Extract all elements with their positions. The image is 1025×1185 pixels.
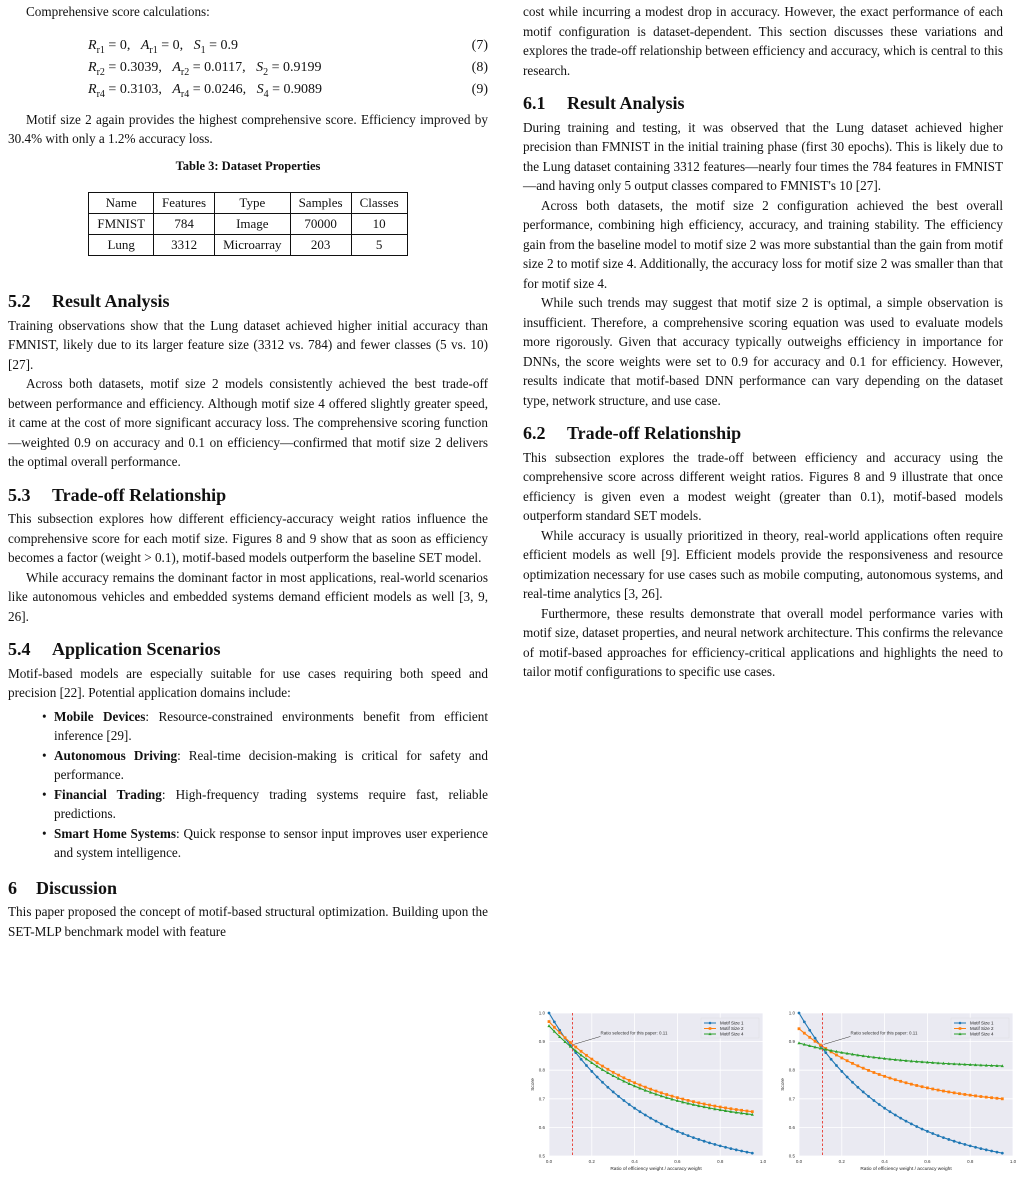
legend-marker (709, 1022, 712, 1025)
data-point (730, 1147, 733, 1150)
right-column (523, 0, 1003, 682)
data-point (856, 1086, 859, 1089)
data-point (830, 1058, 833, 1061)
line-chart-2 (773, 1003, 1023, 1180)
data-point (990, 1150, 993, 1153)
paragraph: cost while incurring a modest drop in accuracy. However, the exact performance of each motif configuration is dataset-dependent. This section discusses these variations and explores the trade-off relationship between efficiency and accuracy, which is central to this research. (523, 4, 1003, 78)
data-point (681, 1098, 684, 1101)
data-point (867, 1095, 870, 1098)
paragraph: Furthermore, these results demonstrate that overall model performance varies with motif size, dataset properties, and neural network architecture. This confirms the relevance of motif-based approaches for efficiency-critical applications and highlights the need to tailor motif configurations to specific use cases. (523, 605, 1003, 679)
table-header: Features (154, 193, 215, 214)
data-point (931, 1088, 934, 1091)
data-point (990, 1096, 993, 1099)
data-point (899, 1117, 902, 1120)
data-point (639, 1110, 642, 1113)
table-cell: 3312 (154, 235, 215, 256)
data-point (894, 1078, 897, 1081)
data-point (980, 1095, 983, 1098)
y-tick-label: 1.0 (538, 1010, 545, 1016)
table-cell: FMNIST (89, 214, 154, 235)
left-column (8, 0, 488, 941)
data-point (814, 1040, 817, 1043)
y-tick-label: 0.5 (538, 1153, 545, 1159)
paragraph: Across both datasets, the motif size 2 configuration achieved the best overall performance, combining high efficiency, accuracy, and training stability. The efficiency gain from the baseline model to motif size 2 was more substantial than the gain from motif size 2 to motif size 4. Additionally, the accuracy loss for motif size 2 was smaller than that for motif size 4. (523, 197, 1003, 291)
x-tick-label: 0.6 (924, 1159, 931, 1164)
data-point (676, 1096, 679, 1099)
dataset-table (88, 192, 407, 256)
equation-9: $R_{r4} = 0.3103$, $A_{r4} = 0.0246$, $S_4 = 0.9089$ (9) (88, 81, 488, 100)
data-point (808, 1036, 811, 1039)
section-heading-5-2: 5.2 Result Analysis (8, 291, 170, 311)
y-tick-label: 0.8 (538, 1067, 545, 1073)
data-point (905, 1081, 908, 1084)
chart-figure-2 (773, 1003, 1023, 1180)
data-point (681, 1132, 684, 1135)
legend-label: Motif Size 1 (720, 1020, 744, 1026)
data-point (883, 1075, 886, 1078)
data-point (937, 1134, 940, 1137)
data-point (708, 1104, 711, 1107)
data-point (947, 1091, 950, 1094)
legend-label: Motif Size 2 (720, 1026, 744, 1032)
data-point (883, 1107, 886, 1110)
equation-8: $R_{r2} = 0.3039$, $A_{r2} = 0.0117$, $S_2 = 0.9199$ (8) (88, 59, 488, 78)
x-tick-label: 0.0 (795, 1159, 803, 1164)
data-point (926, 1130, 929, 1133)
list-item: • Autonomous Driving: Real-time decision-making is critical for safety and performance. (54, 746, 488, 785)
y-tick-label: 0.5 (788, 1153, 795, 1159)
data-point (942, 1136, 945, 1139)
data-point (655, 1120, 658, 1123)
x-tick-label: 1.0 (1009, 1159, 1017, 1164)
x-tick-label: 0.2 (588, 1159, 595, 1164)
table-header: Classes (351, 193, 407, 214)
list-item: • Smart Home Systems: Quick response to sensor input improves user experience and system intelligence. (54, 824, 488, 863)
data-point (835, 1064, 838, 1067)
data-point (628, 1079, 631, 1082)
data-point (713, 1105, 716, 1108)
data-point (910, 1122, 913, 1125)
data-point (942, 1090, 945, 1093)
legend-marker (959, 1022, 962, 1025)
x-tick-label: 0.4 (881, 1159, 888, 1164)
data-point (644, 1086, 647, 1089)
table-cell: Microarray (215, 235, 290, 256)
x-tick-label: 0.4 (631, 1159, 638, 1164)
data-point (856, 1064, 859, 1067)
data-point (564, 1036, 567, 1039)
data-point (590, 1058, 593, 1061)
list-item: • Financial Trading: High-frequency trading systems require fast, reliable predictions. (54, 785, 488, 824)
data-point (655, 1090, 658, 1093)
data-point (985, 1148, 988, 1151)
data-point (824, 1051, 827, 1054)
data-point (649, 1117, 652, 1120)
data-point (851, 1081, 854, 1084)
equation-number: (7) (471, 37, 488, 53)
paragraph: While accuracy is usually prioritized in theory, real-world applications often require efficient models as well [9]. Efficient models provide the responsiveness and resource optimization necessary for use cases such as mobile computing, autonomous systems, and real-time analytics [3, 26]. (523, 527, 1003, 601)
data-point (623, 1076, 626, 1079)
data-point (878, 1073, 881, 1076)
paragraph: Across both datasets, motif size 2 models consistently achieved the best trade-off between performance and efficiency. Although motif size 4 offered slightly greater speed, it came at the cost of more significant accuracy loss. The comprehensive scoring function—weighted 0.9 on accuracy and 0.1 on efficiency—confirmed that motif size 2 delivers the optimal overall performance. (8, 376, 488, 469)
x-tick-label: 0.6 (674, 1159, 681, 1164)
data-point (846, 1059, 849, 1062)
data-point (676, 1130, 679, 1133)
data-point (846, 1076, 849, 1079)
x-tick-label: 0.2 (838, 1159, 845, 1164)
data-point (633, 1107, 636, 1110)
x-tick-label: 0.0 (545, 1159, 553, 1164)
table-row (89, 235, 407, 256)
data-point (894, 1114, 897, 1117)
list-item: • Mobile Devices: Resource-constrained environments benefit from efficient inference [29]. (54, 707, 488, 746)
data-point (996, 1151, 999, 1154)
data-point (628, 1103, 631, 1106)
data-point (697, 1138, 700, 1141)
data-point (937, 1089, 940, 1092)
data-point (889, 1077, 892, 1080)
data-point (947, 1138, 950, 1141)
data-point (819, 1044, 822, 1047)
data-point (921, 1128, 924, 1131)
data-point (633, 1081, 636, 1084)
data-point (803, 1020, 806, 1023)
data-point (590, 1070, 593, 1073)
equation-number: (8) (471, 59, 488, 75)
data-point (798, 1012, 801, 1015)
data-point (580, 1058, 583, 1061)
x-axis-label: Ratio of efficiency weight / accuracy weight (610, 1167, 702, 1172)
data-point (558, 1031, 561, 1034)
y-tick-label: 1.0 (788, 1010, 795, 1016)
data-point (574, 1046, 577, 1049)
data-point (1001, 1097, 1004, 1100)
table-header-row (89, 193, 407, 214)
data-point (915, 1084, 918, 1087)
equation-number: (9) (471, 81, 488, 97)
data-point (746, 1110, 749, 1113)
line-chart-1 (523, 1003, 773, 1180)
data-point (931, 1132, 934, 1135)
section-heading-6-1: 6.1 Result Analysis (523, 93, 685, 113)
data-point (808, 1029, 811, 1032)
data-point (601, 1065, 604, 1068)
data-point (703, 1140, 706, 1143)
data-point (687, 1099, 690, 1102)
data-point (953, 1140, 956, 1143)
data-point (719, 1106, 722, 1109)
data-point (740, 1109, 743, 1112)
data-point (735, 1108, 738, 1111)
data-point (958, 1141, 961, 1144)
data-point (649, 1088, 652, 1091)
data-point (835, 1054, 838, 1057)
data-point (601, 1081, 604, 1084)
data-point (867, 1069, 870, 1072)
application-list (8, 707, 488, 863)
y-tick-label: 0.7 (538, 1096, 545, 1102)
legend-label: Motif Size 1 (970, 1020, 994, 1026)
data-point (703, 1103, 706, 1106)
table-cell: Lung (89, 235, 154, 256)
data-point (963, 1093, 966, 1096)
data-point (623, 1099, 626, 1102)
data-point (617, 1074, 620, 1077)
data-point (585, 1054, 588, 1057)
table-header: Samples (290, 193, 351, 214)
data-point (974, 1146, 977, 1149)
section-heading-6: 6 Discussion (8, 877, 118, 898)
data-point (798, 1027, 801, 1030)
after-equation-text: Motif size 2 again provides the highest comprehensive score. Efficiency improved by 30.4% with only a 1.2% accuracy loss. (8, 111, 488, 146)
paragraph: This subsection explores how different efficiency-accuracy weight ratios influence the comprehensive score for each motif size. Figures 8 and 9 show that as soon as efficiency becomes a factor (weight > 0.1), motif-based models outperform the baseline SET model. (8, 511, 488, 565)
data-point (751, 1110, 754, 1113)
data-point (840, 1057, 843, 1060)
data-point (553, 1026, 556, 1029)
data-point (644, 1114, 647, 1117)
x-tick-label: 0.8 (967, 1159, 974, 1164)
x-tick-label: 1.0 (759, 1159, 767, 1164)
y-tick-label: 0.8 (788, 1067, 795, 1073)
y-axis-label: Score (531, 1078, 536, 1091)
table-cell: 203 (290, 235, 351, 256)
data-point (692, 1100, 695, 1103)
section-heading-5-3: 5.3 Trade-off Relationship (8, 484, 227, 505)
y-tick-label: 0.9 (788, 1039, 795, 1045)
legend-label: Motif Size 2 (970, 1026, 994, 1032)
equation-block (8, 36, 488, 102)
data-point (735, 1148, 738, 1151)
data-point (889, 1110, 892, 1113)
table-cell: Image (215, 214, 290, 235)
data-point (862, 1067, 865, 1070)
data-point (596, 1076, 599, 1079)
section-heading-5-4: 5.4 Application Scenarios (8, 639, 221, 659)
paragraph: This subsection explores the trade-off between efficiency and accuracy using the comprehensive score across different weight ratios. Figures 8 and 9 illustrate that once efficiency is given even a modest weight (greater than 0.1), motif-based models outperform standard SET models. (523, 449, 1003, 523)
data-point (697, 1101, 700, 1104)
data-point (671, 1095, 674, 1098)
paragraph: Motif-based models are especially suitable for use cases requiring both speed and precision [22]. Potential application domains include: (8, 665, 488, 700)
data-point (713, 1143, 716, 1146)
data-point (1001, 1152, 1004, 1155)
paragraph: Training observations show that the Lung dataset achieved higher initial accuracy than FMNIST, likely due to its larger feature size (3312 vs. 784) and fewer classes (5 vs. 10) [27]. (8, 317, 488, 372)
annotation-label: Ratio selected for this paper: 0.11 (600, 1030, 668, 1036)
y-tick-label: 0.6 (788, 1124, 795, 1130)
data-point (873, 1071, 876, 1074)
legend-marker (709, 1027, 712, 1030)
data-point (660, 1091, 663, 1094)
data-point (899, 1080, 902, 1083)
data-point (580, 1050, 583, 1053)
legend-label: Motif Size 4 (720, 1031, 744, 1037)
table-cell: 5 (351, 235, 407, 256)
paragraph: During training and testing, it was observed that the Lung dataset achieved higher precision than FMNIST in the initial training phase (first 30 epochs). This is likely due to the Lung dataset containing 3312 features—nearly four times the 784 features in FMNIST—and having only 5 output classes compared to FMNIST's 10 [27]. (523, 119, 1003, 193)
table-header: Name (89, 193, 154, 214)
legend-label: Motif Size 4 (970, 1031, 994, 1037)
data-point (617, 1095, 620, 1098)
data-point (910, 1083, 913, 1086)
data-point (980, 1147, 983, 1150)
legend-marker (959, 1027, 962, 1030)
data-point (840, 1070, 843, 1073)
data-point (746, 1151, 749, 1154)
data-point (905, 1120, 908, 1123)
data-point (660, 1122, 663, 1125)
paragraph: While accuracy remains the dominant factor in most applications, real-world scenarios like autonomous vehicles and embedded systems demand efficient models as well [3, 9, 26]. (8, 569, 488, 624)
data-point (548, 1012, 551, 1015)
data-point (851, 1062, 854, 1065)
data-point (569, 1041, 572, 1044)
data-point (596, 1061, 599, 1064)
data-point (963, 1143, 966, 1146)
paragraph: This paper proposed the concept of motif-based structural optimization. Building upon the SET-MLP benchmark model with feature (8, 904, 488, 939)
y-tick-label: 0.9 (538, 1039, 545, 1045)
annotation-label: Ratio selected for this paper: 0.11 (850, 1030, 918, 1036)
data-point (926, 1086, 929, 1089)
data-point (606, 1086, 609, 1089)
table-row (89, 214, 407, 235)
data-point (708, 1141, 711, 1144)
data-point (612, 1091, 615, 1094)
data-point (985, 1096, 988, 1099)
data-point (548, 1020, 551, 1023)
table-caption: Table 3: Dataset Properties (175, 158, 321, 173)
equation-7: $R_{r1} = 0$, $A_{r1} = 0$, $S_1 = 0.9$ (7) (88, 37, 488, 56)
data-point (996, 1097, 999, 1100)
data-point (665, 1093, 668, 1096)
table-header: Type (215, 193, 290, 214)
y-tick-label: 0.7 (788, 1096, 795, 1102)
x-tick-label: 0.8 (717, 1159, 724, 1164)
x-axis-label: Ratio of efficiency weight / accuracy weight (860, 1167, 952, 1172)
y-axis-label: Score (781, 1078, 786, 1091)
data-point (724, 1107, 727, 1110)
data-point (751, 1152, 754, 1155)
table-cell: 10 (351, 214, 407, 235)
data-point (915, 1125, 918, 1128)
data-point (921, 1085, 924, 1088)
data-point (969, 1144, 972, 1147)
data-point (974, 1094, 977, 1097)
data-point (665, 1125, 668, 1128)
data-point (719, 1144, 722, 1147)
data-point (873, 1099, 876, 1102)
data-point (958, 1092, 961, 1095)
data-point (803, 1032, 806, 1035)
y-tick-label: 0.6 (538, 1124, 545, 1130)
section-heading-6-2: 6.2 Trade-off Relationship (523, 423, 742, 443)
score-intro: Comprehensive score calculations: (26, 4, 210, 19)
table-cell: 70000 (290, 214, 351, 235)
data-point (740, 1150, 743, 1153)
chart-figure-1 (523, 1003, 773, 1180)
data-point (878, 1103, 881, 1106)
paragraph: While such trends may suggest that motif size 2 is optimal, a simple observation is insufficient. Therefore, a comprehensive scoring equation was used to evaluate models more rigorously. Given that accuracy typically outweighs efficiency in importance for DNNs, the score weights were set to 0.9 for accuracy and 0.1 for efficiency. However, results indicate that motif-based DNN performance can vary depending on the dataset type, network structure, and use case. (523, 295, 1003, 408)
data-point (687, 1134, 690, 1137)
data-point (814, 1037, 817, 1040)
data-point (730, 1107, 733, 1110)
table-cell: 784 (154, 214, 215, 235)
data-point (639, 1084, 642, 1087)
data-point (553, 1020, 556, 1023)
data-point (606, 1068, 609, 1071)
data-point (724, 1146, 727, 1149)
data-point (585, 1064, 588, 1067)
data-point (969, 1094, 972, 1097)
data-point (671, 1128, 674, 1131)
data-point (692, 1136, 695, 1139)
data-point (953, 1091, 956, 1094)
data-point (612, 1071, 615, 1074)
data-point (862, 1091, 865, 1094)
